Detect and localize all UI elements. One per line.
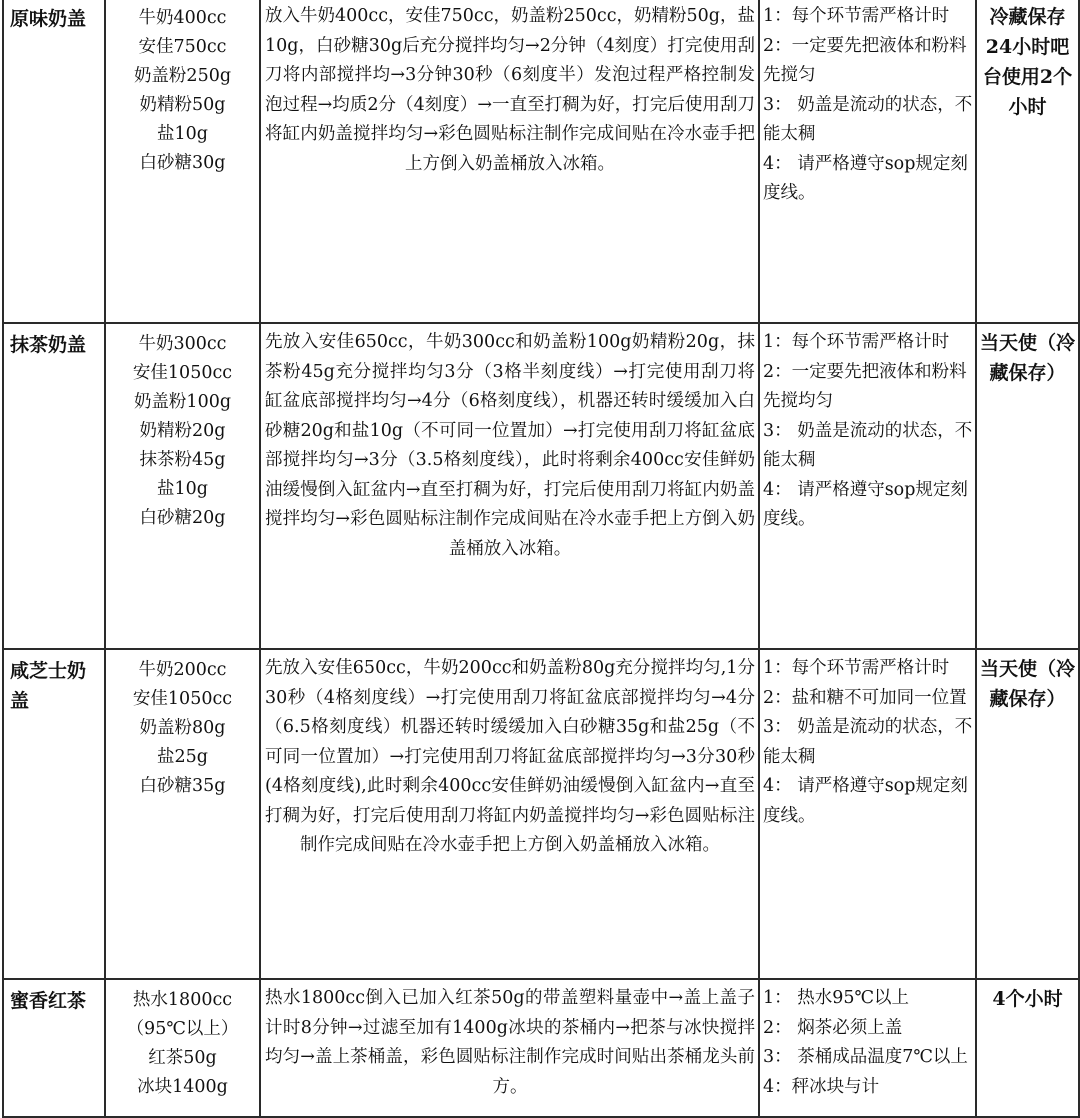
note: 1： 热水95℃以上 [763,988,910,1008]
note: 1：每个环节需严格计时 [763,658,950,678]
ingredient: 牛奶200cc [138,660,227,680]
process-steps: 先放入安佳650cc，牛奶300cc和奶盖粉100g奶精粉20g，抹茶粉45g充分搅拌均匀3分（3格半刻度线）→打完使用刮刀将缸盆底部搅拌均匀→4分（6格刻度线），机器还转时缓缓加入白砂糖20g和盐10g（不可同一位置加）→打完使用刮刀将缸盆底部搅拌均匀→3分（3.5格刻度线），此时将剩余400cc安佳鲜奶油缓慢倒入缸盆内→直至打稠为好，打完后使用刮刀将缸内奶盖搅拌均匀→彩色圆贴标注制作完成间贴在冷水壶手把上方倒入奶盖桶放入冰箱。 [260,323,759,649]
note: 2：一定要先把液体和粉料先搅匀 [763,35,967,85]
note: 3： 奶盖是流动的状态，不能太稠 [763,420,973,470]
table-row [3,649,1079,979]
product-name: 原味奶盖 [3,0,105,323]
product-name: 咸芝士奶盖 [3,649,105,979]
table-row [3,979,1079,1117]
ingredient: 奶盖粉250g [133,66,232,86]
note: 4： 请严格遵守sop规定刻度线。 [763,776,968,826]
ingredient: 奶盖粉80g [139,718,226,738]
note: 2：一定要先把液体和粉料先搅均匀 [763,361,967,411]
notes-cell [759,649,976,979]
ingredient: 白砂糖20g [139,508,226,528]
ingredient: 安佳1050cc [132,363,233,383]
storage-time: 4个小时 [976,979,1079,1117]
process-steps: 先放入安佳650cc，牛奶200cc和奶盖粉80g充分搅拌均匀,1分30秒（4格刻度线）→打完使用刮刀将缸盆底部搅拌均匀→4分（6.5格刻度线）机器还转时缓缓加入白砂糖35g和盐25g（不可同一位置加）→打完使用刮刀将缸盆底部搅拌均匀→3分30秒(4格刻度线),此时剩余400cc安佳鲜奶油缓慢倒入缸盆内→直至打稠为好，打完后使用刮刀将缸内奶盖搅拌均匀→彩色圆贴标注制作完成间贴在冷水壶手把上方倒入奶盖桶放入冰箱。 [260,649,759,979]
ingredient: 热水1800cc [132,990,233,1010]
ingredient: 抹茶粉45g [139,450,226,470]
table-row [3,323,1079,649]
process-steps: 放入牛奶400cc，安佳750cc，奶盖粉250cc，奶精粉50g，盐10g，白砂糖30g后充分搅拌均匀→2分钟（4刻度）打完使用刮刀将内部搅拌均→3分钟30秒（6刻度半）发泡过程严格控制发泡过程→均质2分（4刻度）→一直至打稠为好，打完后使用刮刀将缸内奶盖搅拌均匀→彩色圆贴标注制作完成间贴在冷水壶手把上方倒入奶盖桶放入冰箱。 [260,0,759,323]
note: 4： 请严格遵守sop规定刻度线。 [763,153,968,203]
note: 3： 茶桶成品温度7℃以上 4：秤冰块与计 [763,1047,968,1097]
note: 2： 焖茶必须上盖 [763,1017,903,1038]
ingredient: 牛奶300cc [138,334,227,354]
product-name: 抹茶奶盖 [3,323,105,649]
ingredient: 盐10g [157,479,208,499]
ingredients-cell [105,979,260,1117]
ingredient: 白砂糖35g [139,776,226,796]
notes-cell [759,323,976,649]
product-name: 蜜香红茶 [3,979,105,1117]
storage-time: 冷藏保存24小时吧台使用2个小时 [976,0,1079,323]
note: 3： 奶盖是流动的状态，不能太稠 [763,94,973,144]
ingredient: 奶精粉50g [139,95,226,115]
note: 1：每个环节需严格计时 [763,332,950,352]
ingredient: 牛奶400cc [138,8,227,28]
ingredient: 冰块1400g [137,1077,228,1097]
note: 2：盐和糖不可加同一位置 [763,687,967,708]
ingredient: 白砂糖30g [139,153,226,173]
process-steps: 热水1800cc倒入已加入红茶50g的带盖塑料量壶中→盖上盖子计时8分钟→过滤至加有1400g冰块的茶桶内→把茶与冰快搅拌均匀→盖上茶桶盖，彩色圆贴标注制作完成时间贴出茶桶龙头前方。 [260,979,759,1117]
ingredient: （95℃以上） [126,1019,239,1039]
notes-cell [759,979,976,1117]
ingredient: 奶精粉20g [139,421,226,441]
ingredient: 盐10g [157,124,208,144]
table-row [3,0,1079,323]
ingredient: 盐25g [157,747,208,767]
ingredient: 安佳750cc [138,37,227,57]
ingredient: 红茶50g [148,1048,217,1068]
note: 1：每个环节需严格计时 [763,6,950,26]
storage-time: 当天使（冷藏保存） [976,323,1079,649]
recipe-table [2,0,1080,1118]
note: 3： 奶盖是流动的状态，不能太稠 [763,717,973,767]
ingredients-cell [105,323,260,649]
ingredient: 安佳1050cc [132,689,233,709]
ingredients-cell [105,0,260,323]
note: 4： 请严格遵守sop规定刻度线。 [763,479,968,529]
notes-cell [759,0,976,323]
storage-time: 当天使（冷藏保存） [976,649,1079,979]
ingredients-cell [105,649,260,979]
ingredient: 奶盖粉100g [133,392,232,412]
